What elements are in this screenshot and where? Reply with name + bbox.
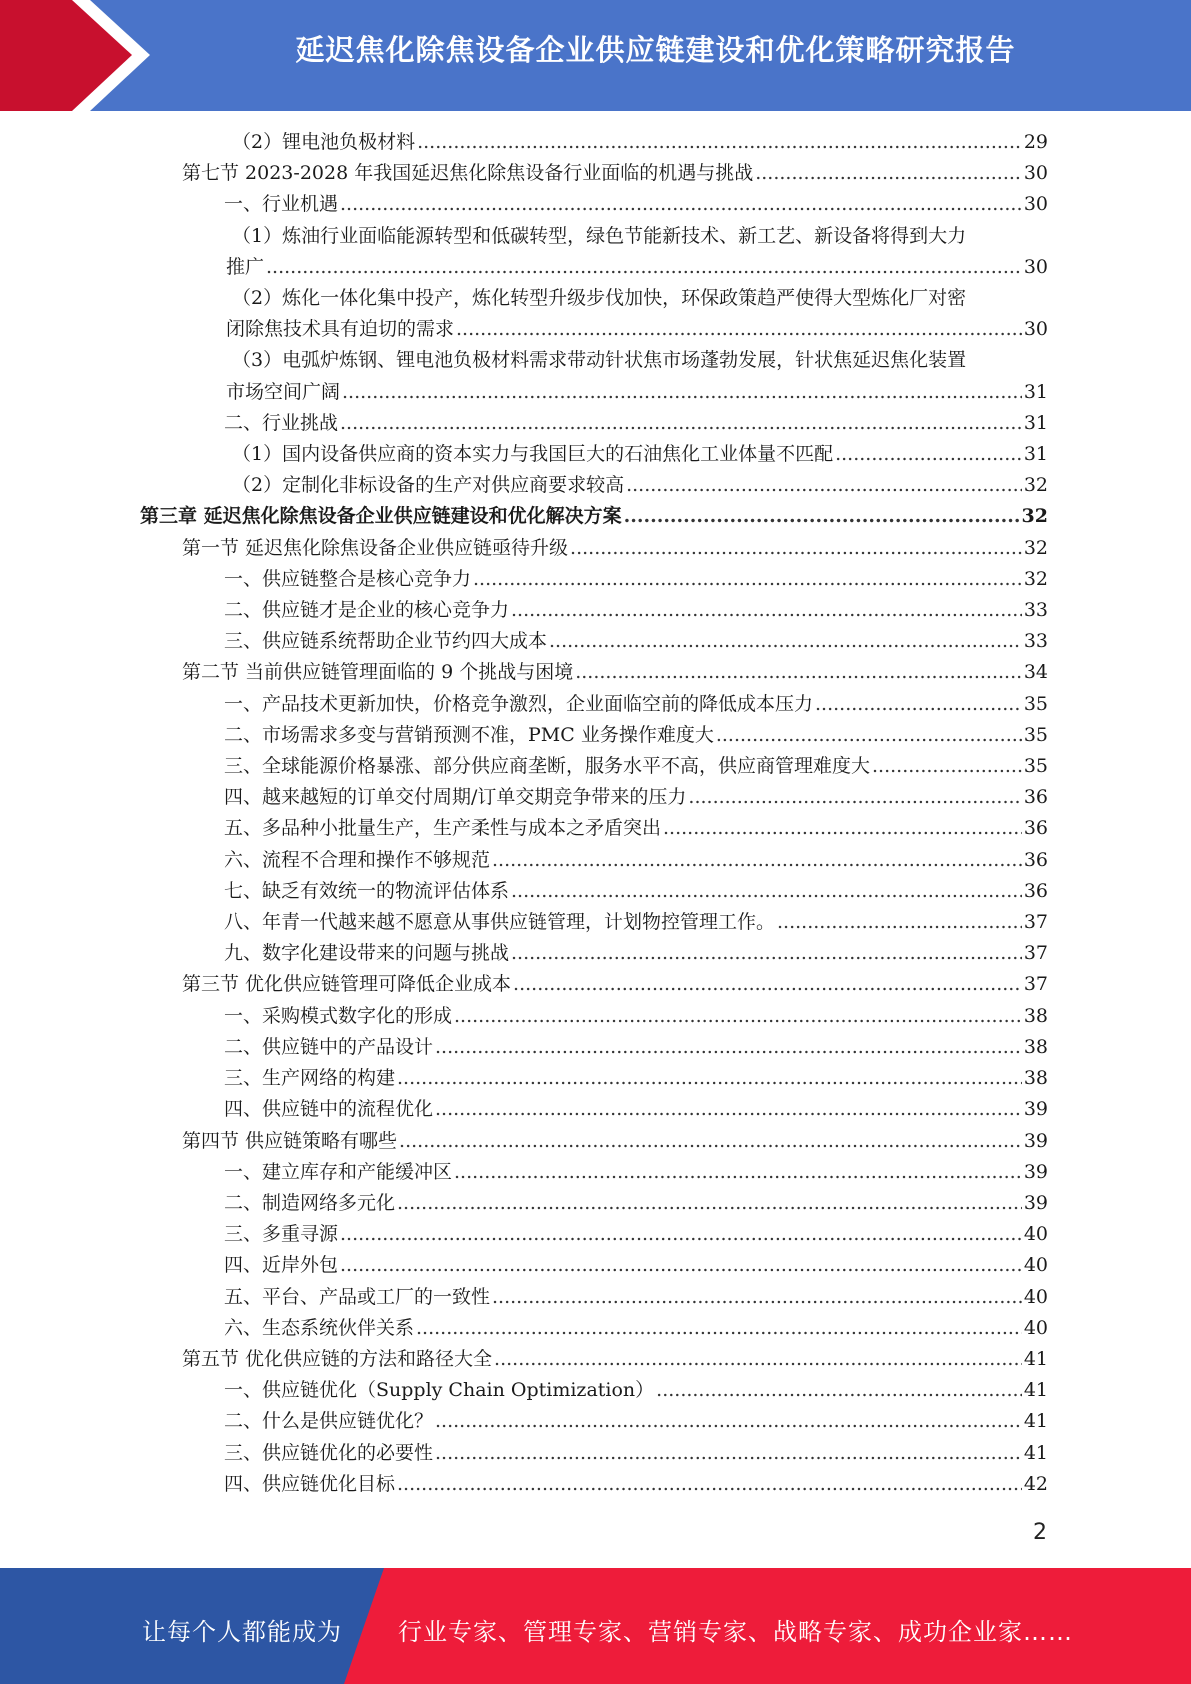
toc-entry[interactable] [140, 1469, 1048, 1500]
toc-page-number: 40 [1023, 1316, 1048, 1339]
toc-entry-text: 第五节 优化供应链的方法和路径大全 [182, 1347, 493, 1370]
table-of-contents [140, 127, 1048, 1500]
toc-entry[interactable] [140, 470, 1048, 501]
toc-page-number: 40 [1023, 1285, 1048, 1308]
toc-dot-leader [342, 377, 1022, 408]
toc-entry-text: 六、生态系统伙伴关系 [224, 1316, 415, 1339]
toc-entry-text: 二、什么是供应链优化？ [224, 1410, 434, 1433]
toc-entry[interactable] [140, 127, 1048, 158]
toc-entry[interactable] [140, 845, 1048, 876]
toc-dot-leader [872, 751, 1022, 782]
toc-entry-text: 四、近岸外包 [224, 1254, 339, 1277]
toc-entry-text: 三、生产网络的构建 [224, 1067, 396, 1090]
toc-page-number: 36 [1023, 848, 1048, 871]
toc-entry[interactable] [140, 689, 1048, 720]
toc-dot-leader [777, 907, 1022, 938]
toc-page-number: 36 [1023, 879, 1048, 902]
toc-dot-leader [656, 1375, 1022, 1406]
toc-entry[interactable] [140, 1032, 1048, 1063]
toc-entry[interactable] [140, 1313, 1048, 1344]
toc-entry[interactable] [140, 626, 1048, 657]
toc-page-number: 38 [1023, 1004, 1048, 1027]
toc-page-number: 42 [1023, 1472, 1048, 1495]
toc-entry[interactable] [140, 439, 1048, 470]
toc-entry[interactable] [140, 720, 1048, 751]
toc-entry-text: （2）锂电池负极材料 [232, 131, 416, 153]
footer-slogan-left: 让每个人都能成为 [142, 1618, 342, 1646]
toc-entry-text-continued: 市场空间广阔 [226, 380, 341, 403]
toc-entry[interactable] [140, 564, 1048, 595]
toc-dot-leader [340, 408, 1022, 439]
toc-entry-text: 三、供应链优化的必要性 [224, 1441, 434, 1464]
toc-page-number: 41 [1023, 1441, 1048, 1464]
toc-entry-text: 三、全球能源价格暴涨、部分供应商垄断，服务水平不高，供应商管理难度大 [224, 755, 871, 778]
toc-page-number: 41 [1023, 1347, 1048, 1370]
toc-page-number: 33 [1023, 630, 1048, 653]
toc-dot-leader [511, 938, 1022, 969]
toc-dot-leader [575, 657, 1022, 688]
toc-page-number: 32 [1021, 505, 1048, 528]
toc-entry-text-continued: 闭除焦技术具有迫切的需求 [226, 318, 455, 341]
toc-dot-leader [417, 127, 1022, 158]
toc-entry-text: 三、多重寻源 [224, 1223, 339, 1246]
toc-dot-leader [454, 1157, 1022, 1188]
toc-entry-text: 第四节 供应链策略有哪些 [182, 1129, 398, 1152]
toc-entry-text: 第三章 延迟焦化除焦设备企业供应链建设和优化解决方案 [140, 505, 622, 528]
toc-entry-text: （1）国内设备供应商的资本实力与我国巨大的石油焦化工业体量不匹配 [232, 443, 834, 466]
toc-dot-leader [454, 1001, 1022, 1032]
toc-entry[interactable] [140, 813, 1048, 844]
toc-dot-leader [815, 689, 1022, 720]
toc-entry[interactable] [140, 595, 1048, 626]
toc-dot-leader [397, 1469, 1022, 1500]
toc-entry[interactable] [140, 782, 1048, 813]
toc-entry-text: 五、平台、产品或工厂的一致性 [224, 1285, 491, 1308]
page-number: 2 [1033, 1520, 1047, 1545]
toc-page-number: 30 [1023, 255, 1048, 278]
toc-page-number: 32 [1023, 474, 1048, 497]
toc-entry-text: 二、供应链中的产品设计 [224, 1035, 434, 1058]
toc-page-number: 41 [1023, 1410, 1048, 1433]
toc-entry[interactable] [140, 1094, 1048, 1125]
toc-dot-leader [492, 1282, 1022, 1313]
page-footer [0, 1568, 1191, 1684]
toc-dot-leader [835, 439, 1022, 470]
toc-entry[interactable] [140, 1282, 1048, 1313]
toc-dot-leader [492, 845, 1022, 876]
toc-entry[interactable] [140, 969, 1048, 1000]
toc-page-number: 30 [1023, 162, 1048, 185]
toc-page-number: 32 [1023, 536, 1048, 559]
toc-dot-leader [435, 1032, 1022, 1063]
toc-entry-text: （2）炼化一体化集中投产，炼化转型升级步伐加快，环保政策趋严使得大型炼化厂对密 [232, 287, 967, 310]
toc-dot-leader [494, 1344, 1022, 1375]
toc-entry-text: 第七节 2023-2028 年我国延迟焦化除焦设备行业面临的机遇与挑战 [182, 162, 754, 185]
toc-entry[interactable] [140, 1344, 1048, 1375]
toc-entry[interactable] [140, 1406, 1048, 1437]
toc-entry[interactable] [140, 345, 1048, 407]
toc-dot-leader [663, 813, 1022, 844]
toc-entry[interactable] [140, 751, 1048, 782]
toc-entry[interactable] [140, 1001, 1048, 1032]
toc-entry[interactable] [140, 501, 1048, 532]
toc-dot-leader [511, 595, 1022, 626]
toc-entry[interactable] [140, 189, 1048, 220]
toc-entry[interactable] [140, 1063, 1048, 1094]
toc-dot-leader [397, 1063, 1022, 1094]
toc-entry-text: 二、市场需求多变与营销预测不准，PMC 业务操作难度大 [224, 723, 714, 746]
toc-dot-leader [626, 470, 1022, 501]
toc-entry-text: 七、缺乏有效统一的物流评估体系 [224, 879, 510, 902]
toc-entry-text: 二、供应链才是企业的核心竞争力 [224, 599, 510, 622]
toc-dot-leader [435, 1094, 1022, 1125]
toc-entry[interactable] [140, 283, 1048, 345]
toc-entry[interactable] [140, 907, 1048, 938]
toc-entry-text: 五、多品种小批量生产，生产柔性与成本之矛盾突出 [224, 817, 662, 840]
toc-dot-leader [473, 564, 1022, 595]
toc-entry-text: 一、行业机遇 [224, 193, 339, 216]
toc-page-number: 39 [1023, 1160, 1048, 1183]
toc-entry[interactable] [140, 1438, 1048, 1469]
page-header [0, 0, 1191, 111]
toc-page-number: 38 [1023, 1035, 1048, 1058]
toc-dot-leader [570, 533, 1022, 564]
toc-page-number: 40 [1023, 1223, 1048, 1246]
toc-entry-text: 二、行业挑战 [224, 411, 339, 434]
toc-entry[interactable] [140, 1250, 1048, 1281]
toc-entry[interactable] [140, 533, 1048, 564]
toc-entry-text: 一、建立库存和产能缓冲区 [224, 1160, 453, 1183]
toc-entry[interactable] [140, 221, 1048, 283]
toc-page-number: 36 [1023, 786, 1048, 809]
toc-entry-text-continued: 推广 [226, 255, 265, 278]
toc-page-number: 33 [1023, 599, 1048, 622]
toc-dot-leader [513, 969, 1022, 1000]
toc-entry-text: （3）电弧炉炼钢、锂电池负极材料需求带动针状焦市场蓬勃发展，针状焦延迟焦化装置 [232, 349, 967, 372]
toc-page-number: 29 [1023, 131, 1048, 153]
toc-page-number: 37 [1023, 973, 1048, 996]
toc-entry-text: 第二节 当前供应链管理面临的 9 个挑战与困境 [182, 661, 574, 684]
toc-dot-leader [624, 501, 1020, 532]
toc-dot-leader [340, 189, 1022, 220]
toc-page-number: 39 [1023, 1098, 1048, 1121]
toc-entry[interactable] [140, 1126, 1048, 1157]
report-title: 延迟焦化除焦设备企业供应链建设和优化策略研究报告 [295, 33, 1016, 67]
toc-page-number: 37 [1023, 942, 1048, 965]
toc-page-number: 41 [1023, 1379, 1048, 1402]
toc-page-number: 35 [1023, 723, 1048, 746]
toc-dot-leader [435, 1438, 1022, 1469]
toc-entry-text: 三、供应链系统帮助企业节约四大成本 [224, 630, 548, 653]
toc-entry-text: 四、供应链优化目标 [224, 1472, 396, 1495]
toc-dot-leader [399, 1126, 1022, 1157]
toc-entry-text: 四、供应链中的流程优化 [224, 1098, 434, 1121]
toc-entry-text: 一、供应链优化（Supply Chain Optimization） [224, 1379, 655, 1402]
toc-entry-text: 一、产品技术更新加快，价格竞争激烈，企业面临空前的降低成本压力 [224, 692, 814, 715]
toc-entry[interactable] [140, 657, 1048, 688]
toc-page-number: 36 [1023, 817, 1048, 840]
toc-dot-leader [435, 1406, 1022, 1437]
toc-dot-leader [755, 158, 1022, 189]
toc-entry-text: 一、供应链整合是核心竞争力 [224, 567, 472, 590]
toc-dot-leader [511, 876, 1022, 907]
toc-page-number: 31 [1023, 380, 1048, 403]
toc-entry-text: 二、制造网络多元化 [224, 1191, 396, 1214]
toc-dot-leader [688, 782, 1021, 813]
toc-entry[interactable] [140, 1219, 1048, 1250]
toc-dot-leader [397, 1188, 1022, 1219]
toc-page-number: 30 [1023, 318, 1048, 341]
toc-entry-text: 六、流程不合理和操作不够规范 [224, 848, 491, 871]
toc-entry[interactable] [140, 158, 1048, 189]
toc-dot-leader [416, 1313, 1022, 1344]
toc-entry-text: 第一节 延迟焦化除焦设备企业供应链亟待升级 [182, 536, 569, 559]
toc-dot-leader [340, 1250, 1022, 1281]
toc-dot-leader [266, 252, 1022, 283]
toc-entry-text: （2）定制化非标设备的生产对供应商要求较高 [232, 474, 625, 497]
toc-page-number: 32 [1023, 567, 1048, 590]
toc-page-number: 38 [1023, 1067, 1048, 1090]
toc-dot-leader [456, 314, 1022, 345]
toc-page-number: 35 [1023, 755, 1048, 778]
toc-page-number: 35 [1023, 692, 1048, 715]
toc-page-number: 40 [1023, 1254, 1048, 1277]
toc-entry[interactable] [140, 408, 1048, 439]
toc-entry-text: （1）炼油行业面临能源转型和低碳转型，绿色节能新技术、新工艺、新设备将得到大力 [232, 224, 967, 247]
toc-entry[interactable] [140, 1375, 1048, 1406]
toc-entry[interactable] [140, 1157, 1048, 1188]
toc-entry-text: 四、越来越短的订单交付周期/订单交期竞争带来的压力 [224, 786, 687, 809]
toc-entry[interactable] [140, 938, 1048, 969]
toc-dot-leader [549, 626, 1022, 657]
toc-entry-text: 九、数字化建设带来的问题与挑战 [224, 942, 510, 965]
toc-page-number: 39 [1023, 1191, 1048, 1214]
toc-entry[interactable] [140, 1188, 1048, 1219]
toc-entry-text: 八、年青一代越来越不愿意从事供应链管理，计划物控管理工作。 [224, 911, 776, 934]
toc-page-number: 31 [1023, 443, 1048, 466]
toc-page-number: 34 [1023, 661, 1048, 684]
toc-page-number: 30 [1023, 193, 1048, 216]
toc-entry-text: 第三节 优化供应链管理可降低企业成本 [182, 973, 512, 996]
toc-dot-leader [340, 1219, 1022, 1250]
footer-slogan-right: 行业专家、管理专家、营销专家、战略专家、成功企业家…… [398, 1618, 1073, 1646]
toc-entry[interactable] [140, 876, 1048, 907]
toc-dot-leader [716, 720, 1022, 751]
toc-page-number: 39 [1023, 1129, 1048, 1152]
toc-entry-text: 一、采购模式数字化的形成 [224, 1004, 453, 1027]
toc-page-number: 31 [1023, 411, 1048, 434]
toc-page-number: 37 [1023, 911, 1048, 934]
